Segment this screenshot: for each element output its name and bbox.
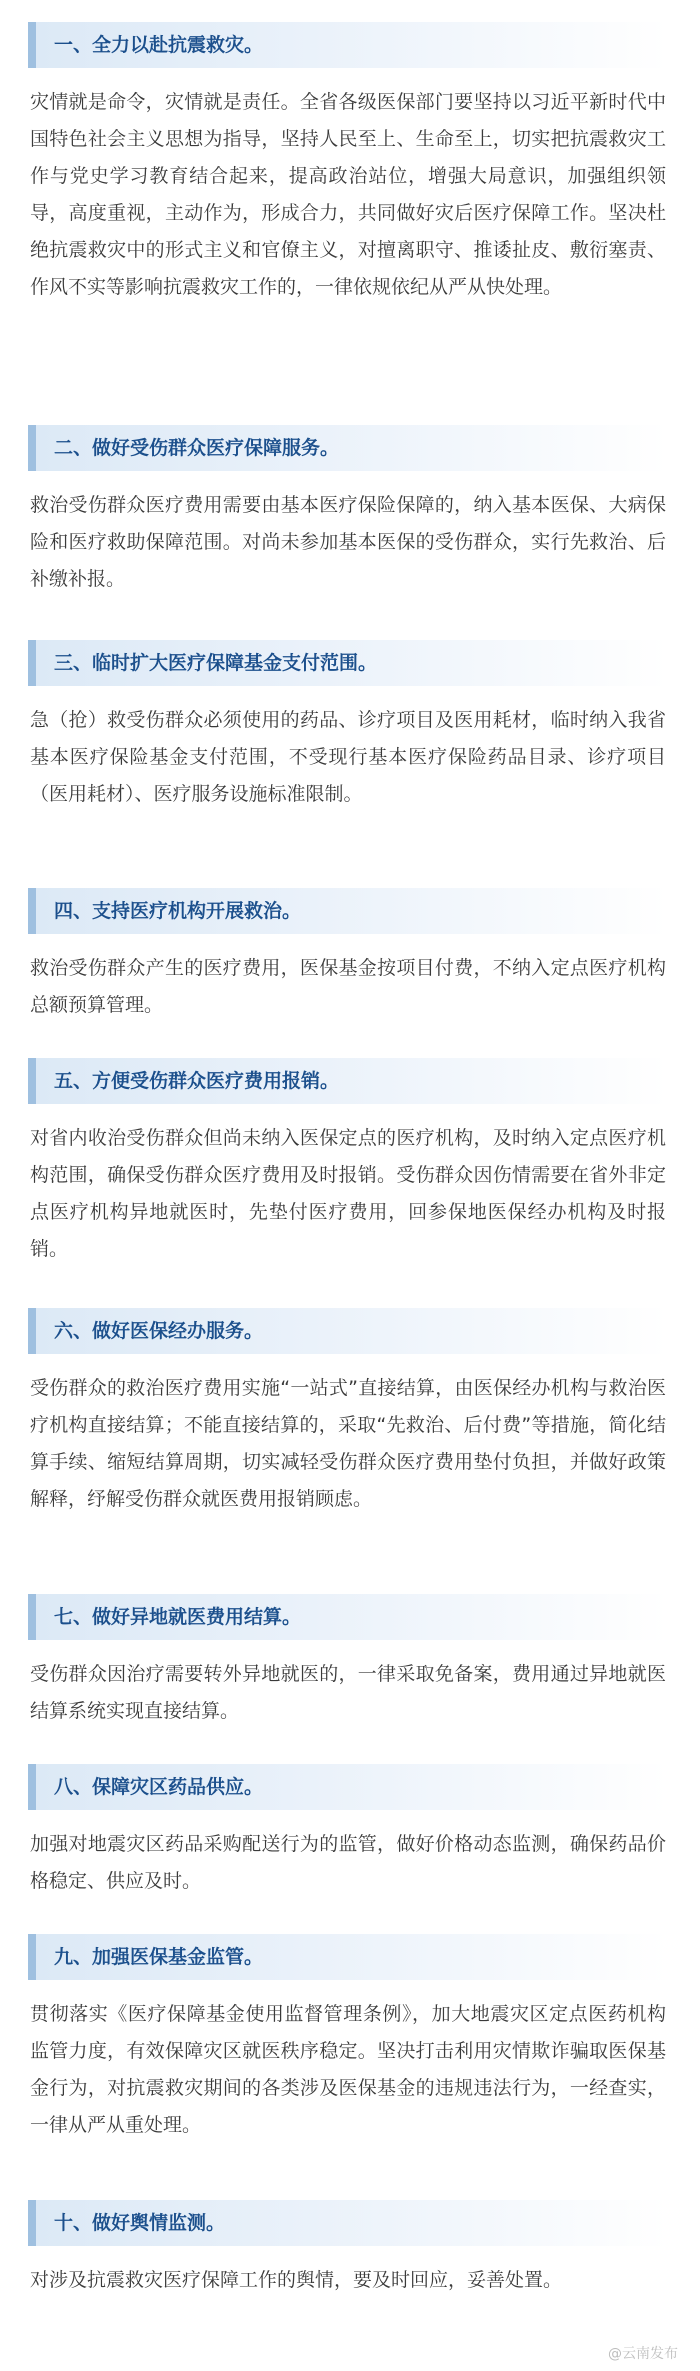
heading-accent-bar	[28, 22, 36, 68]
section-6	[28, 1308, 668, 1518]
section-title: 七、做好异地就医费用结算。	[54, 1606, 302, 1628]
section-heading	[28, 1764, 668, 1810]
section-heading	[28, 22, 668, 68]
section-7	[28, 1594, 668, 1730]
heading-accent-bar	[28, 425, 36, 471]
section-heading	[28, 888, 668, 934]
section-3	[28, 640, 668, 813]
section-body: 加强对地震灾区药品采购配送行为的监管，做好价格动态监测，确保药品价格稳定、供应及时。	[30, 1833, 666, 1892]
heading-accent-bar	[28, 2200, 36, 2246]
heading-accent-bar	[28, 640, 36, 686]
section-9	[28, 1934, 668, 2144]
section-title: 五、方便受伤群众医疗费用报销。	[54, 1070, 340, 1092]
section-body: 灾情就是命令，灾情就是责任。全省各级医保部门要坚持以习近平新时代中国特色社会主义思想为指导，坚持人民至上、生命至上，切实把抗震救灾工作与党史学习教育结合起来，提高政治站位，增强大局意识，加强组织领导，高度重视，主动作为，形成合力，共同做好灾后医疗保障工作。坚决杜绝抗震救灾中的形式主义和官僚主义，对擅离职守、推诿扯皮、敷衍塞责、作风不实等影响抗震救灾工作的，一律依规依纪从严从快处理。	[30, 91, 666, 298]
heading-accent-bar	[28, 1764, 36, 1810]
section-body: 贯彻落实《医疗保障基金使用监督管理条例》，加大地震灾区定点医药机构监管力度，有效保障灾区就医秩序稳定。坚决打击利用灾情欺诈骗取医保基金行为，对抗震救灾期间的各类涉及医保基金的违规违法行为，一经查实，一律从严从重处理。	[30, 2003, 666, 2136]
section-title: 三、临时扩大医疗保障基金支付范围。	[54, 652, 378, 674]
section-body: 对省内收治受伤群众但尚未纳入医保定点的医疗机构，及时纳入定点医疗机构范围，确保受伤群众医疗费用及时报销。受伤群众因伤情需要在省外非定点医疗机构异地就医时，先垫付医疗费用，回参保地医保经办机构及时报销。	[30, 1127, 666, 1260]
heading-accent-bar	[28, 1058, 36, 1104]
section-heading	[28, 1058, 668, 1104]
section-body: 救治受伤群众产生的医疗费用，医保基金按项目付费，不纳入定点医疗机构总额预算管理。	[30, 957, 666, 1016]
section-title: 十、做好舆情监测。	[54, 2212, 226, 2234]
section-10	[28, 2200, 668, 2299]
heading-accent-bar	[28, 1934, 36, 1980]
section-body: 急（抢）救受伤群众必须使用的药品、诊疗项目及医用耗材，临时纳入我省基本医疗保险基金支付范围，不受现行基本医疗保险药品目录、诊疗项目（医用耗材）、医疗服务设施标准限制。	[30, 709, 666, 805]
section-body: 救治受伤群众医疗费用需要由基本医疗保险保障的，纳入基本医保、大病保险和医疗救助保障范围。对尚未参加基本医保的受伤群众，实行先救治、后补缴补报。	[30, 494, 666, 590]
section-1	[28, 22, 668, 306]
section-title: 八、保障灾区药品供应。	[54, 1776, 264, 1798]
section-4	[28, 888, 668, 1024]
section-title: 一、全力以赴抗震救灾。	[54, 34, 264, 56]
section-heading	[28, 1308, 668, 1354]
section-title: 二、做好受伤群众医疗保障服务。	[54, 437, 340, 459]
heading-accent-bar	[28, 1594, 36, 1640]
section-heading	[28, 640, 668, 686]
section-title: 九、加强医保基金监管。	[54, 1946, 264, 1968]
section-heading	[28, 1594, 668, 1640]
section-heading	[28, 1934, 668, 1980]
section-heading	[28, 2200, 668, 2246]
section-2	[28, 425, 668, 598]
source-watermark: @云南发布	[608, 2346, 678, 2362]
section-title: 四、支持医疗机构开展救治。	[54, 900, 302, 922]
heading-accent-bar	[28, 1308, 36, 1354]
section-title: 六、做好医保经办服务。	[54, 1320, 264, 1342]
section-body: 对涉及抗震救灾医疗保障工作的舆情，要及时回应，妥善处置。	[30, 2269, 563, 2291]
section-body: 受伤群众因治疗需要转外异地就医的，一律采取免备案，费用通过异地就医结算系统实现直接结算。	[30, 1663, 666, 1722]
section-heading	[28, 425, 668, 471]
section-8	[28, 1764, 668, 1900]
heading-accent-bar	[28, 888, 36, 934]
section-5	[28, 1058, 668, 1268]
section-body: 受伤群众的救治医疗费用实施“一站式”直接结算，由医保经办机构与救治医疗机构直接结算；不能直接结算的，采取“先救治、后付费”等措施，简化结算手续、缩短结算周期，切实减轻受伤群众医疗费用垫付负担，并做好政策解释，纾解受伤群众就医费用报销顾虑。	[30, 1377, 666, 1510]
